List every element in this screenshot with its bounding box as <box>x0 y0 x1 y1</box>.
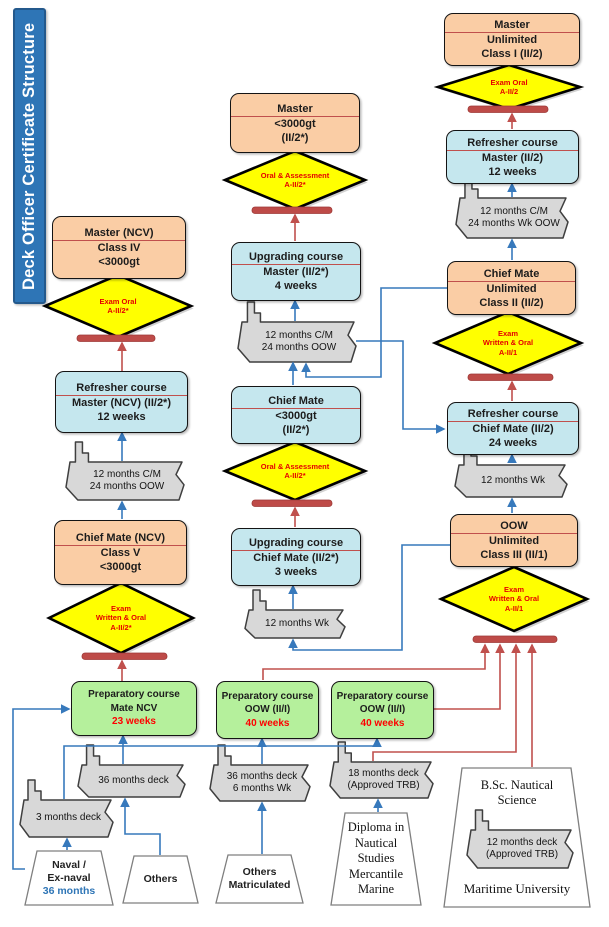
ship-icon-sea_service_36_months_6wk <box>210 745 310 801</box>
node-refresher_chief_mate-line: 24 weeks <box>488 437 538 449</box>
exam-diamond-exam_oral_master_unlimited <box>438 65 580 109</box>
exam-pass-bar-3 <box>252 207 332 214</box>
node-refresher_master_unlimited-line: Master (II/2) <box>481 151 544 164</box>
entry-trapezoid-naval <box>25 851 113 905</box>
diamond-oral_assessment_master-line: A-II/2* <box>284 180 306 189</box>
node-prep_mate_ncv-line: Mate NCV <box>110 702 158 714</box>
ship-sea_service_3000_master-line: 24 months OOW <box>261 342 337 353</box>
diamond-oral_assessment_master-line: Oral & Assessment <box>260 170 330 180</box>
exam-pass-bar-4 <box>252 500 332 507</box>
node-prep_mate_ncv <box>71 681 197 736</box>
ship-sea_service_ncv_master-line: 12 months C/M <box>93 468 161 480</box>
entry-naval-line: Naval / <box>52 858 86 871</box>
diamond-exam_written_oral_chief_mate-line: A-II/1 <box>498 347 518 357</box>
node-chief_mate_3000-line: <3000gt <box>275 409 317 422</box>
ship-sea_service_18_months_trb-line: (Approved TRB) <box>347 780 420 791</box>
ship-sea_service_unlimited_chief_mate-line: 12 months Wk <box>481 474 545 486</box>
ship-sea_service_3000_chief_mate-line: 12 months Wk <box>265 617 329 629</box>
node-refresher_chief_mate-line: Chief Mate (II/2) <box>472 423 554 435</box>
node-refresher_chief_mate <box>447 402 579 455</box>
flow-arrow-red-28 <box>432 645 500 709</box>
exam-pass-bar-2 <box>82 653 167 660</box>
entry-others-line: Others <box>143 873 178 885</box>
ship-sea_service_ncv_master-line: 24 months OOW <box>89 481 165 492</box>
node-master_ncv <box>52 216 186 279</box>
node-oow_unlimited-line: Unlimited <box>488 535 540 547</box>
node-master_3000-line: Master <box>231 102 359 117</box>
entry-label-bsc-footer: Maritime University <box>463 881 571 896</box>
entry-naval-line: Ex-naval <box>47 871 91 884</box>
node-upgrade_chief_mate-line: 3 weeks <box>274 565 318 578</box>
diamond-exam_oral_ncv-line: Exam Oral <box>99 296 137 306</box>
exam-diamond-exam_written_oral_chief_mate <box>435 312 581 374</box>
node-refresher_master_ncv <box>55 371 188 433</box>
entry-trapezoid-diploma <box>331 813 421 905</box>
node-master_unlimited-line: Class I (II/2) <box>481 48 543 60</box>
node-chief_mate_ncv-line: <3000gt <box>99 561 142 573</box>
entry-others_matriculated-line: Matriculated <box>228 879 291 891</box>
diamond-exam_written_oral_ncv-line: Exam <box>110 603 131 613</box>
node-refresher_master_ncv-line: Master (NCV) (II/2*) <box>71 396 172 409</box>
ship-sea_service_36_months_deck-line: 36 months deck <box>98 774 169 786</box>
node-refresher_master_unlimited <box>446 130 579 184</box>
entry-diploma-line: Marine <box>357 882 395 897</box>
entry-bsc-line: B.Sc. Nautical <box>480 777 554 792</box>
flow-arrow-blue-11 <box>125 799 160 855</box>
entry-others_matriculated-line: Others <box>242 866 277 878</box>
diamond-oral_assessment_chief_mate-line: Oral & Assessment <box>260 461 330 471</box>
exam-diamond-exam_written_oral_oow <box>441 567 587 631</box>
ship-icon-sea_service_36_months_deck <box>78 745 185 797</box>
node-upgrade_master-line: Upgrading course <box>232 250 360 265</box>
entry-diploma-line: Diploma in <box>347 820 405 835</box>
diamond-exam_written_oral_chief_mate-line: Written & Oral <box>482 338 534 348</box>
ship-sea_service_unlimited_master-line: 12 months C/M <box>480 205 548 217</box>
ship-sea_service_3_months_deck-line: 3 months deck <box>35 812 102 824</box>
entry-naval-line: 36 months <box>42 884 96 897</box>
exam-pass-bar-7 <box>473 636 557 643</box>
node-master_3000-line: <3000gt <box>274 117 316 130</box>
node-oow_unlimited <box>450 514 578 567</box>
entry-diploma-line: Studies <box>357 851 395 866</box>
ship-icon-sea_service_3000_master <box>238 302 356 362</box>
node-upgrade_chief_mate-line: Chief Mate (II/2*) <box>253 551 339 564</box>
diamond-exam_oral_master_unlimited-line: Exam Oral <box>490 77 528 87</box>
exam-diamond-oral_assessment_master <box>225 151 365 209</box>
ship-sea_service_12_months_trb-line: (Approved TRB) <box>485 849 559 860</box>
node-chief_mate_ncv <box>54 520 187 585</box>
node-upgrade_master-line: 4 weeks <box>274 280 318 292</box>
node-chief_mate_3000-line: Chief Mate <box>232 394 360 409</box>
node-refresher_master_ncv-line: Refresher course <box>56 381 187 396</box>
node-master_ncv-line: Master (NCV) <box>53 226 185 241</box>
node-master_unlimited-line: Unlimited <box>486 34 538 46</box>
diamond-oral_assessment_chief_mate-line: A-II/2* <box>284 471 306 480</box>
node-upgrade_master-line: Master (II/2*) <box>263 266 329 278</box>
node-oow_unlimited-line: OOW <box>451 519 577 534</box>
node-master_unlimited-line: Master <box>445 18 579 33</box>
node-chief_mate_ncv-line: Chief Mate (NCV) <box>55 531 186 546</box>
ship-icon-sea_service_3000_chief_mate <box>245 590 345 638</box>
node-prep_oow_right-line: OOW (II/I) <box>359 704 406 716</box>
node-chief_mate_unlimited-line: Chief Mate <box>448 267 575 282</box>
exam-pass-bar-5 <box>468 106 548 113</box>
node-prep_oow_right <box>331 681 434 739</box>
ship-sea_service_18_months_trb-line: 18 months deck <box>348 767 419 779</box>
exam-pass-bar-1 <box>77 335 155 342</box>
node-chief_mate_unlimited-line: Unlimited <box>486 282 537 295</box>
diamond-exam_written_oral_ncv-line: A-II/2* <box>110 622 132 632</box>
diamond-exam_written_oral_ncv-line: Written & Oral <box>95 613 147 623</box>
entry-diploma-line: Mercantile <box>348 866 404 881</box>
chart-title: Deck Officer Certificate Structure <box>13 8 46 304</box>
node-prep_oow_mid-line: Preparatory course <box>221 690 314 702</box>
node-chief_mate_3000-line: (II/2*) <box>282 423 310 436</box>
exam-diamond-exam_written_oral_ncv <box>49 583 193 653</box>
node-refresher_master_unlimited-line: Refresher course <box>447 136 578 151</box>
ship-icon-sea_service_18_months_trb <box>330 742 433 798</box>
exam-diamond-exam_oral_ncv <box>45 275 191 337</box>
node-master_unlimited <box>444 13 580 66</box>
diamond-exam_oral_master_unlimited-line: A-II/2 <box>499 87 519 96</box>
node-master_ncv-line: <3000gt <box>98 256 140 268</box>
node-prep_mate_ncv-line: 23 weeks <box>112 716 156 728</box>
ship-sea_service_unlimited_master-line: 24 months Wk OOW <box>468 218 560 229</box>
node-refresher_master_ncv-line: 12 weeks <box>97 410 146 423</box>
node-upgrade_chief_mate <box>231 528 361 586</box>
node-prep_oow_mid <box>216 681 319 739</box>
node-master_ncv-line: Class IV <box>97 242 141 254</box>
entry-trapezoid-others <box>123 856 198 903</box>
node-master_3000 <box>230 93 360 153</box>
diamond-exam_written_oral_oow-line: Exam <box>503 584 524 594</box>
exam-pass-bar-6 <box>468 374 553 381</box>
ship-icon-sea_service_ncv_master <box>66 442 184 500</box>
entry-bsc-line: Science <box>497 793 537 807</box>
diamond-exam_written_oral_oow-line: Written & Oral <box>488 594 540 604</box>
node-chief_mate_unlimited-line: Class II (II/2) <box>479 296 544 309</box>
diamond-exam_written_oral_oow-line: A-II/1 <box>504 603 524 613</box>
node-prep_mate_ncv-line: Preparatory course <box>88 689 180 701</box>
node-upgrade_chief_mate-line: Upgrading course <box>232 536 360 551</box>
diamond-exam_oral_ncv-line: A-II/2* <box>107 306 129 315</box>
node-prep_oow_right-line: Preparatory course <box>336 690 429 702</box>
node-prep_oow_mid-line: 40 weeks <box>245 717 290 729</box>
node-chief_mate_3000 <box>231 386 361 444</box>
node-refresher_chief_mate-line: Refresher course <box>448 407 578 422</box>
exam-diamond-oral_assessment_chief_mate <box>225 442 365 500</box>
node-chief_mate_ncv-line: Class V <box>100 547 141 559</box>
node-prep_oow_mid-line: OOW (II/I) <box>244 704 291 716</box>
node-refresher_master_unlimited-line: 12 weeks <box>488 165 537 178</box>
flow-arrow-blue-17 <box>13 709 69 869</box>
node-upgrade_master <box>231 242 361 301</box>
node-chief_mate_unlimited <box>447 261 576 315</box>
node-oow_unlimited-line: Class III (II/1) <box>480 549 548 561</box>
node-master_3000-line: (II/2*) <box>281 131 309 144</box>
entry-diploma-line: Nautical <box>354 835 398 850</box>
ship-sea_service_36_months_6wk-line: 6 months Wk <box>232 783 292 794</box>
ship-sea_service_12_months_trb-line: 12 months deck <box>486 836 558 848</box>
ship-sea_service_36_months_6wk-line: 36 months deck <box>226 770 298 782</box>
flow-arrow-blue-20 <box>356 341 444 429</box>
node-prep_oow_right-line: 40 weeks <box>360 717 405 729</box>
ship-sea_service_3000_master-line: 12 months C/M <box>265 329 333 341</box>
entry-trapezoid-others_matriculated <box>216 855 303 903</box>
diamond-exam_written_oral_chief_mate-line: Exam <box>497 328 518 338</box>
